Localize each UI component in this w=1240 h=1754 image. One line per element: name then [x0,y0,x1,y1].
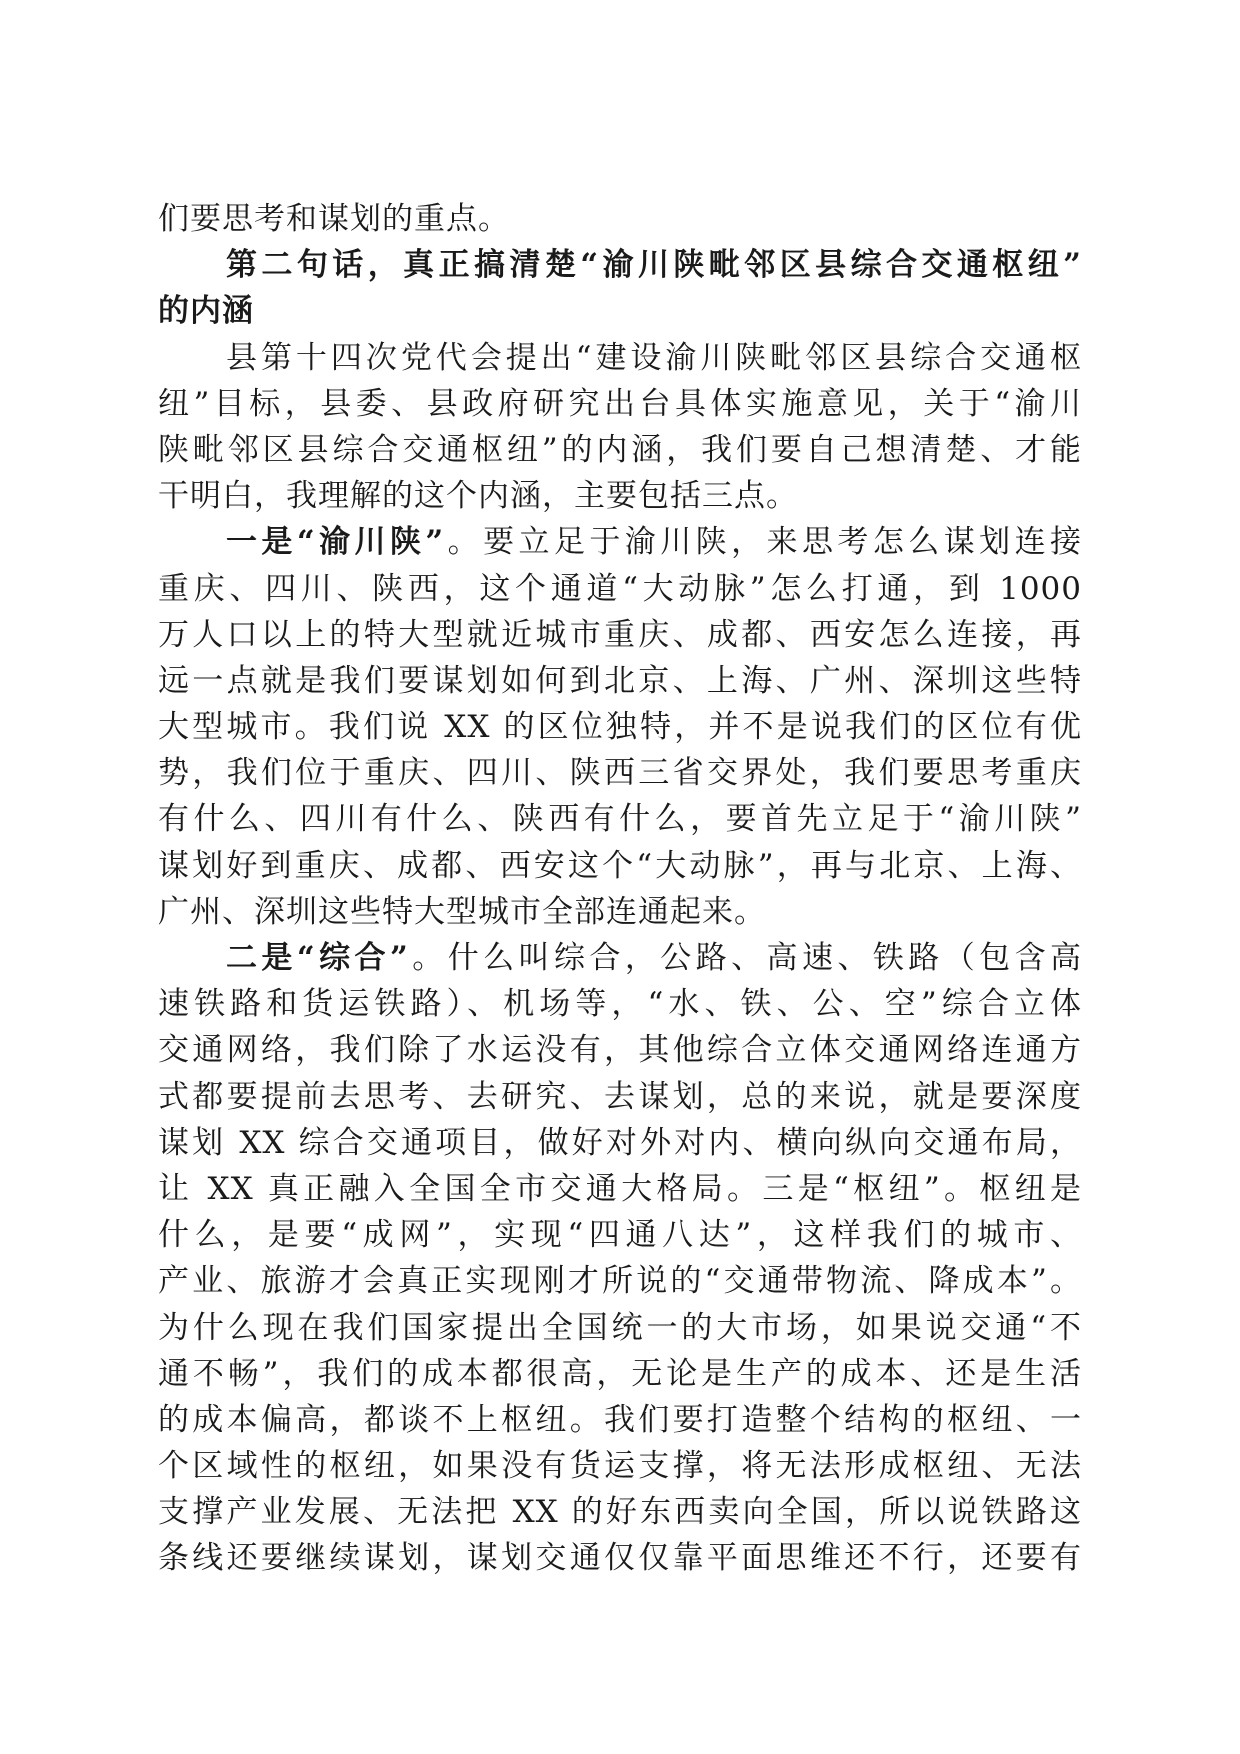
paragraph-text: 什么，是要“成网”，实现“四通八达”，这样我们的城市、 [158,1217,1082,1254]
paragraph-text: 纽”目标，县委、县政府研究出台具体实施意见，关于“渝川 [158,385,1082,422]
paragraph-text: 个区域性的枢纽，如果没有货运支撑，将无法形成枢纽、无法 [158,1448,1082,1485]
paragraph-text: 有什么、四川有什么、陕西有什么，要首先立足于“渝川陕” [158,801,1082,838]
text-line [158,981,1082,1027]
text-line [158,1258,1082,1304]
text-line [158,1074,1082,1120]
point-heading: 二是“综合” [226,940,409,976]
text-line [158,658,1082,704]
text-line [158,427,1082,473]
paragraph-text: 广州、深圳这些特大型城市全部连通起来。 [158,893,766,930]
text-line [158,1120,1082,1166]
paragraph-text: 速铁路和货运铁路）、机场等，“水、铁、公、空”综合立体 [158,986,1082,1023]
text-line [158,473,1082,519]
text-line [158,242,1082,288]
paragraph-text: 条线还要继续谋划，谋划交通仅仅靠平面思维还不行，还要有 [158,1540,1082,1577]
paragraph-text: 的成本偏高，都谈不上枢纽。我们要打造整个结构的枢纽、一 [158,1401,1082,1438]
text-line [158,566,1082,612]
paragraph-text: 交通网络，我们除了水运没有，其他综合立体交通网络连通方 [158,1032,1082,1069]
text-line [158,1535,1082,1581]
paragraph-text: 支撑产业发展、无法把 XX 的好东西卖向全国，所以说铁路这 [158,1494,1082,1531]
paragraph-text: 干明白，我理解的这个内涵，主要包括三点。 [158,478,798,515]
text-line [158,519,1082,565]
paragraph-text: 们要思考和谋划的重点。 [158,201,510,237]
text-line [158,1489,1082,1535]
paragraph-text: 让 XX 真正融入全国全市交通大格局。三是“枢纽”。枢纽是 [158,1170,1082,1207]
section-heading-text: 第二句话，真正搞清楚“渝川陕毗邻区县综合交通枢纽” [226,247,1082,284]
paragraph-text: 县第十四次党代会提出“建设渝川陕毗邻区县综合交通枢 [226,339,1082,376]
text-line [158,1351,1082,1397]
text-line [158,704,1082,750]
text-line [158,381,1082,427]
section-heading-text: 的内涵 [158,293,254,330]
paragraph-text: 谋划 XX 综合交通项目，做好对外对内、横向纵向交通布局， [158,1124,1082,1161]
paragraph-text: 通不畅”，我们的成本都很高，无论是生产的成本、还是生活 [158,1355,1082,1392]
text-line [158,1212,1082,1258]
paragraph-text: 。什么叫综合，公路、高速、铁路（包含高 [408,940,1082,976]
paragraph-text: 式都要提前去思考、去研究、去谋划，总的来说，就是要深度 [158,1078,1082,1115]
text-line [158,889,1082,935]
paragraph-text: 万人口以上的特大型就近城市重庆、成都、西安怎么连接，再 [158,616,1082,653]
text-line [158,1305,1082,1351]
paragraph-text: 为什么现在我们国家提出全国统一的大市场，如果说交通“不 [158,1309,1082,1346]
document-body [158,196,1082,1582]
text-line [158,288,1082,334]
text-line [158,843,1082,889]
paragraph-text: 远一点就是我们要谋划如何到北京、上海、广州、深圳这些特 [158,662,1082,699]
paragraph-text: 大型城市。我们说 XX 的区位独特，并不是说我们的区位有优 [158,709,1082,746]
text-line [158,1397,1082,1443]
paragraph-text: 重庆、四川、陕西，这个通道“大动脉”怎么打通，到 1000 [158,570,1082,607]
paragraph-text: 陕毗邻区县综合交通枢纽”的内涵，我们要自己想清楚、才能 [158,431,1082,468]
text-line [158,196,1082,242]
text-line [158,935,1082,981]
text-line [158,1027,1082,1073]
paragraph-text: 。要立足于渝川陕，来思考怎么谋划连接 [444,524,1082,561]
paragraph-text: 产业、旅游才会真正实现刚才所说的“交通带物流、降成本”。 [158,1263,1082,1300]
text-line [158,1166,1082,1212]
text-line [158,612,1082,658]
text-line [158,750,1082,796]
text-line [158,796,1082,842]
paragraph-text: 谋划好到重庆、成都、西安这个“大动脉”，再与北京、上海、 [158,847,1082,884]
paragraph-text: 势，我们位于重庆、四川、陕西三省交界处，我们要思考重庆 [158,755,1082,792]
point-heading: 一是“渝川陕” [226,524,445,561]
text-line [158,335,1082,381]
text-line [158,1443,1082,1489]
